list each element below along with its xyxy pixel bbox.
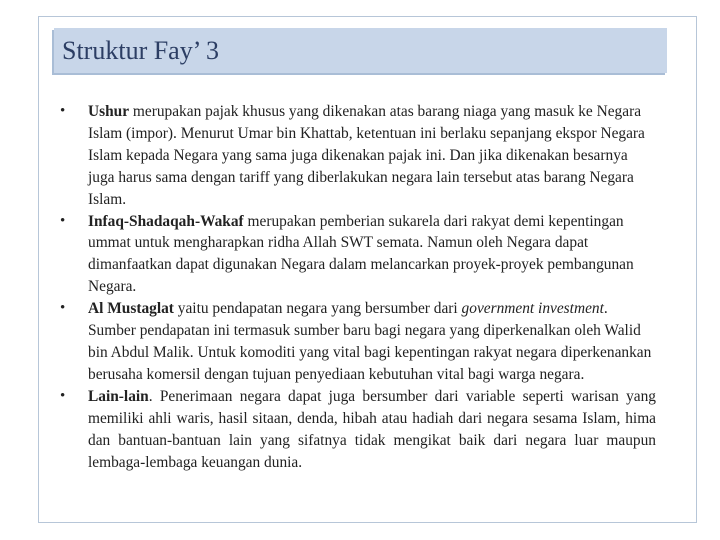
bullet-item-ushur — [60, 101, 656, 211]
term-infaq-shadaqah-wakaf: Infaq-Shadaqah-Wakaf — [88, 212, 244, 230]
bullet-marker: • — [60, 387, 66, 404]
bullet-text: . Penerimaan negara dapat juga bersumber dari variable seperti warisan yang memiliki ahli waris, hasil sitaan, denda, hibah atau hadiah dari negara sesama Islam, hima dan bantuan-bantuan lain yang sifatnya tidak mengikat baik dari negara luar maupun lembaga-lembaga keuangan dunia. — [88, 387, 656, 471]
slide-title: Struktur Fay’ 3 — [62, 36, 219, 65]
bullet-text-before: yaitu pendapatan negara yang bersumber dari — [173, 300, 462, 318]
bullet-text: merupakan pajak khusus yang dikenakan atas barang niaga yang masuk ke Negara Islam (impor). Menurut Umar bin Khattab, ketentuan ini berlaku sepanjang ekspor Negara Islam kepada Negara yang sama juga dikenakan pajak ini. Dan jika dikenakan besarnya juga harus sama dengan tariff yang diberlakukan negara lain tersebut atas barang Negara Islam. — [88, 103, 645, 208]
bullet-text: merupakan pemberian sukarela dari rakyat demi kepentingan ummat untuk mengharapkan ridha Allah SWT semata. Namun oleh Negara dapat dimanfaatkan dapat digunakan Negara dalam melancarkan proyek-proyek pembangunan Negara. — [88, 212, 634, 296]
bullet-marker: • — [60, 212, 66, 229]
term-ushur: Ushur — [88, 103, 130, 120]
bullet-marker: • — [60, 300, 66, 317]
bullet-item-al-mustaglat — [60, 298, 656, 386]
term-al-mustaglat: Al Mustaglat — [88, 300, 174, 318]
title-bar — [54, 28, 667, 73]
bullet-list — [60, 101, 656, 473]
bullet-item-infaq — [60, 211, 656, 299]
bullet-marker: • — [60, 103, 66, 119]
bullet-text-after: . Sumber pendapatan ini termasuk sumber baru bagi negara yang diperkenalkan oleh Walid bin Abdul Malik. Untuk komoditi yang vital bagi kepentingan rakyat negara diperkenankan berusaha komersil dengan tujuan penyediaan kebutuhan vital bagi warga negara. — [88, 300, 652, 383]
bullet-item-lain-lain — [60, 386, 656, 474]
term-lain-lain: Lain-lain — [88, 387, 149, 405]
italic-government-investment: government investment — [461, 300, 604, 318]
